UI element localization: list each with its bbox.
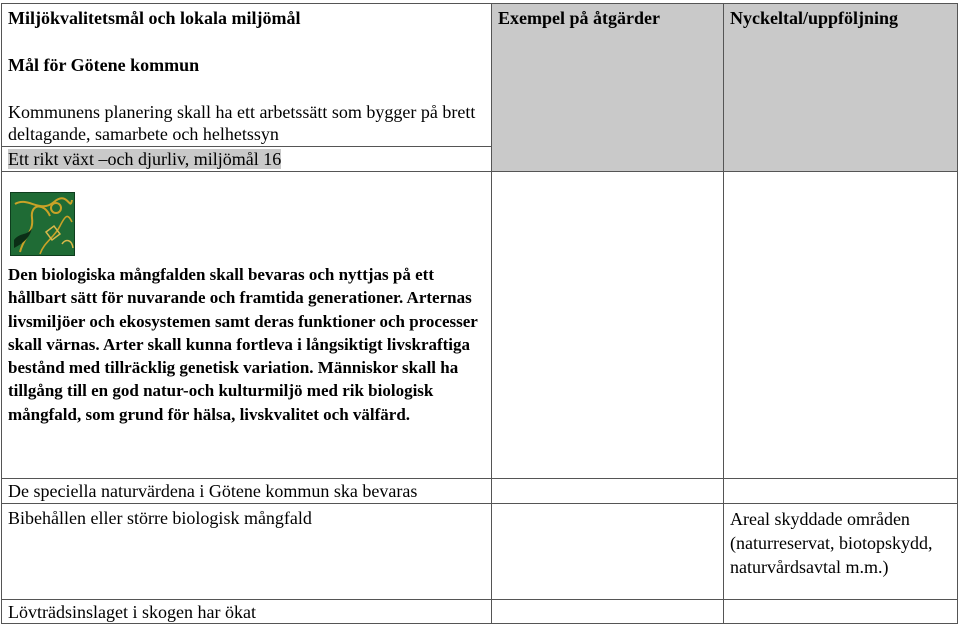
kpi-cell-description xyxy=(724,172,958,479)
measures-cell xyxy=(492,504,724,600)
column-header-goals: Miljökvalitetsmål och lokala miljömål xyxy=(8,8,301,28)
table-row xyxy=(2,504,958,600)
goal-cell xyxy=(2,504,492,600)
goal-heading-cell xyxy=(2,147,492,172)
measures-header-cell xyxy=(492,4,724,172)
kpi-cell xyxy=(724,479,958,504)
environmental-goals-table xyxy=(1,3,958,624)
goal-text: Lövträdsinslaget i skogen har ökat xyxy=(8,602,256,622)
intro-row xyxy=(2,4,958,147)
table-row xyxy=(2,600,958,624)
goals-column-intro-cell xyxy=(2,4,492,147)
goal-description-cell xyxy=(2,172,492,479)
column-header-measures: Exempel på åtgärder xyxy=(498,8,660,28)
goal-text: Bibehållen eller större biologisk mångfald xyxy=(8,508,312,528)
kpi-text: Areal skyddade områden (naturreservat, biotopskydd, naturvårdsavtal m.m.) xyxy=(730,509,933,577)
measures-cell xyxy=(492,600,724,624)
green-environmental-goal-icon xyxy=(10,192,75,256)
goal-cell xyxy=(2,479,492,504)
section-title: Mål för Götene kommun xyxy=(8,55,200,75)
planning-text: Kommunens planering skall ha ett arbetssätt som bygger på brett deltagande, samarbete och helhetssyn xyxy=(8,102,476,144)
column-header-kpi: Nyckeltal/uppföljning xyxy=(730,8,899,28)
kpi-cell xyxy=(724,600,958,624)
goal-text: De speciella naturvärdena i Götene kommun ska bevaras xyxy=(8,481,418,501)
measures-cell xyxy=(492,479,724,504)
goal-description-row xyxy=(2,172,958,479)
measures-cell-description xyxy=(492,172,724,479)
kpi-header-cell xyxy=(724,4,958,172)
kpi-cell xyxy=(724,504,958,600)
goal-cell xyxy=(2,600,492,624)
goal-heading: Ett rikt växt –och djurliv, miljömål 16 xyxy=(8,149,282,169)
table-row xyxy=(2,479,958,504)
goal-description: Den biologiska mångfalden skall bevaras och nyttjas på ett hållbart sätt för nuvarande och framtida generationer. Arternas livsmiljöer och ekosystemen samt deras funktioner och processer skall värnas. Arter skall kunna fortleva i långsiktigt livskraftiga bestånd med tillräcklig genetisk variation. Människor skall ha tillgång till en god natur-och kulturmiljö med rik biologisk mångfald, som grund för hälsa, livskvalitet och välfärd. xyxy=(8,265,478,424)
